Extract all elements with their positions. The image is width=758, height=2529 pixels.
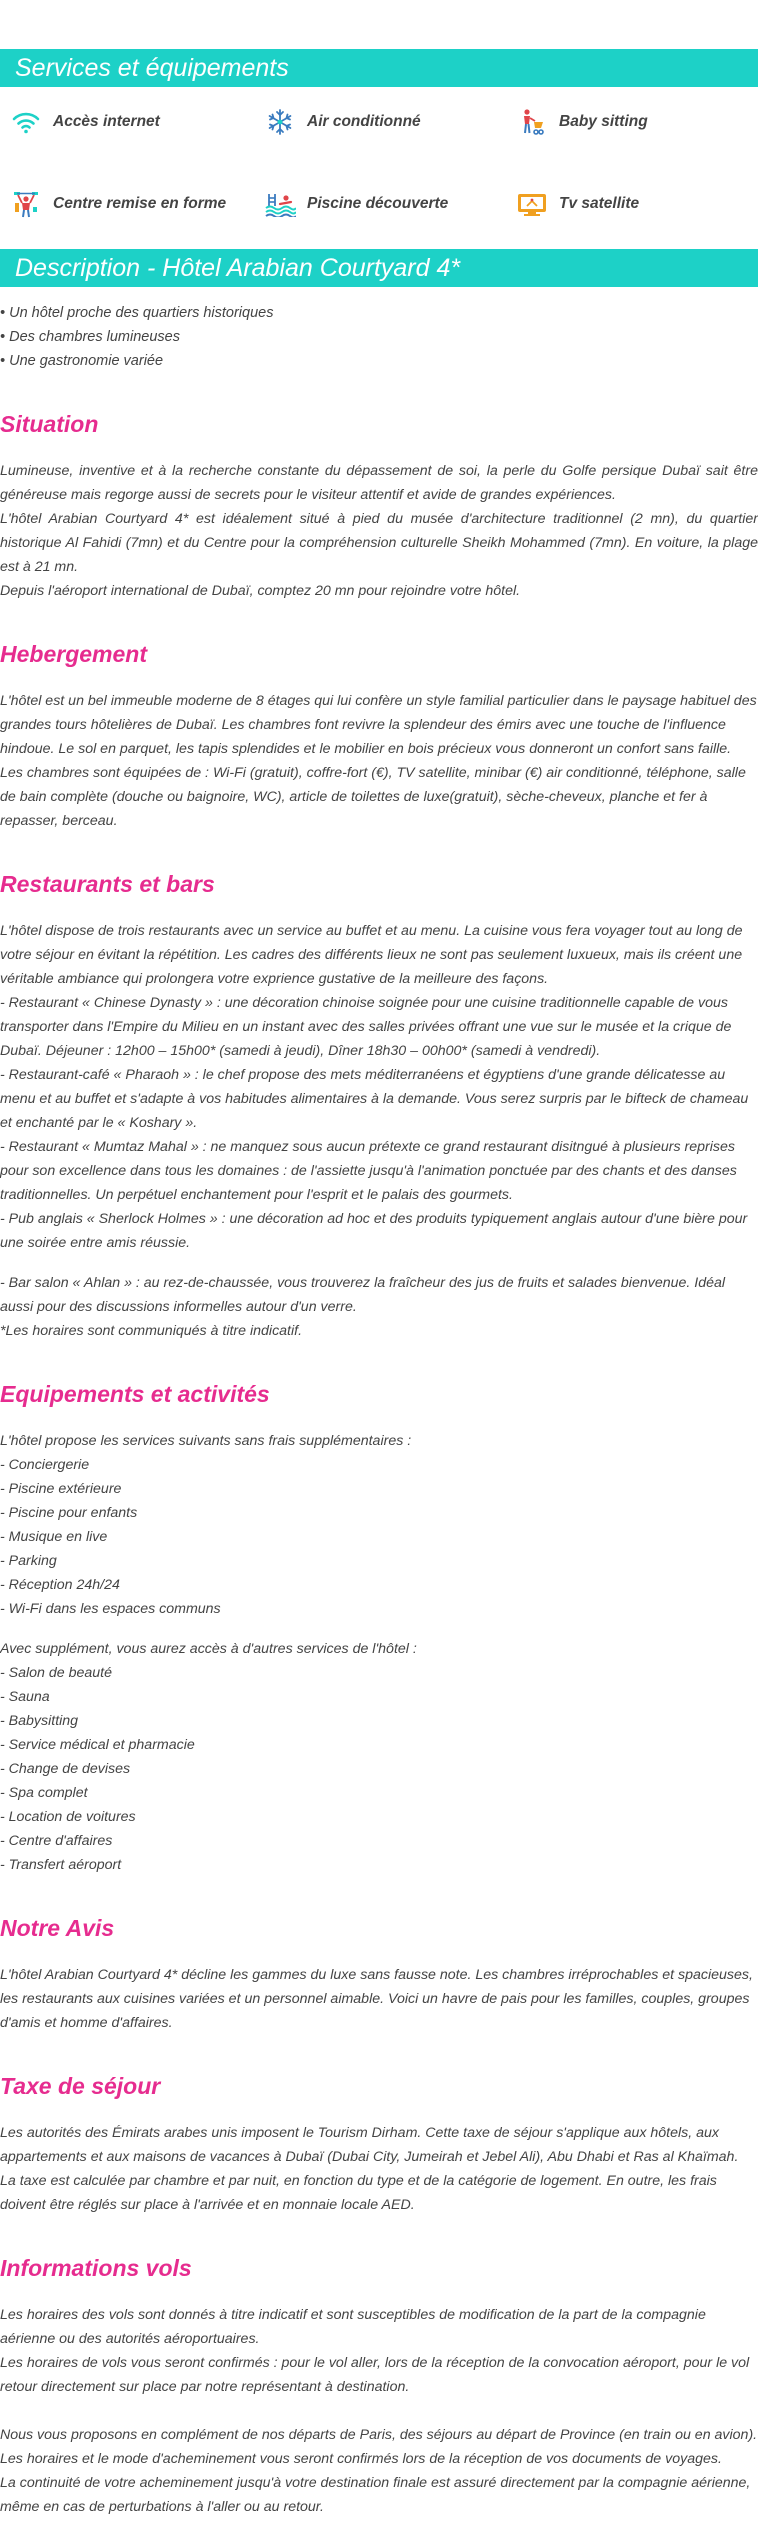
description-bullets — [0, 287, 758, 373]
services-banner: Services et équipements — [0, 49, 758, 87]
tv-icon — [516, 190, 548, 218]
vols-paragraph: Les horaires et le mode d'acheminement vous seront confirmés lors de la réception de vos documents de voyages. — [0, 2451, 722, 2467]
fitness-icon — [10, 190, 42, 218]
equipements-line: - Centre d'affaires — [0, 1833, 113, 1849]
equipements-line: - Piscine pour enfants — [0, 1505, 138, 1521]
vols-paragraph: Nous vous proposons en complément de nos départs de Paris, des séjours au départ de Province (en train ou en avion). — [0, 2427, 758, 2443]
equipements-line: L'hôtel propose les services suivants sans frais supplémentaires : — [0, 1433, 412, 1449]
restaurants-paragraph: - Restaurant « Chinese Dynasty » : une décoration chinoise soignée pour une cuisine traditionnelle capable de vous transporter dans l'Empire du Milieu en un instant avec des salles privées offrant une vue sur le musée et la crique de Dubaï. Déjeuner : 12h00 – 15h00* (samedi à jeudi), Dîner 18h30 – 00h00* (samedi à vendredi). — [0, 995, 732, 1059]
restaurants-paragraph: L'hôtel dispose de trois restaurants avec un service au buffet et au menu. La cuisine vous fera voyager tout au long de votre séjour en évitant la répétition. Les cadres des différents lieux ne sont pas seulement luxueux, mais ils créent une véritable ambiance qui prolongera votre exprience gustative de la meilleure des façons. — [0, 923, 743, 987]
amenity-label: Accès internet — [53, 113, 160, 130]
avis-text — [0, 1963, 758, 2035]
vols-paragraph: Les horaires des vols sont donnés à titre indicatif et sont susceptibles de modification de la part de la compagnie aérienne ou des autorités aéroportuaires. — [0, 2307, 706, 2347]
equipements-line: Avec supplément, vous aurez accès à d'autres services de l'hôtel : — [0, 1641, 417, 1657]
taxe-text — [0, 2121, 758, 2217]
avis-paragraph: L'hôtel Arabian Courtyard 4* décline les gammes du luxe sans fausse note. Les chambres irréprochables et spacieuses, les restaurants aux cuisines variées et un personnel aimable. Voici un havre de pais pour les familles, couples, groupes d'amis et homme d'affaires. — [0, 1967, 753, 2031]
restaurants-paragraph: *Les horaires sont communiqués à titre indicatif. — [0, 1323, 303, 1339]
hebergement-paragraph: Les chambres sont équipées de : Wi-Fi (gratuit), coffre-fort (€), TV satellite, minibar (€) air conditionné, téléphone, salle de bain complète (douche ou baignoire, WC), article de toilettes de luxe(gratuit), sèche-cheveux, planche et fer à repasser, berceau. — [0, 765, 746, 829]
pool-icon — [264, 190, 296, 218]
equipements-line: - Spa complet — [0, 1785, 88, 1801]
vols-paragraph: La continuité de votre acheminement jusqu'à votre destination finale est assuré directement par la compagnie aérienne, même en cas de perturbations à l'aller ou au retour. — [0, 2475, 751, 2515]
amenity-label: Centre remise en forme — [53, 194, 227, 212]
situation-paragraph: Depuis l'aéroport international de Dubaï, comptez 20 mn pour rejoindre votre hôtel. — [0, 583, 521, 599]
amenities-grid — [0, 87, 758, 249]
equipements-line: - Wi-Fi dans les espaces communs — [0, 1601, 221, 1617]
equipements-line: - Change de devises — [0, 1761, 131, 1777]
equipements-line: - Transfert aéroport — [0, 1857, 122, 1873]
amenity-label: Tv satellite — [559, 194, 640, 212]
hebergement-text — [0, 689, 758, 833]
amenity-baby-sitting — [516, 108, 758, 136]
restaurants-paragraph: - Bar salon « Ahlan » : au rez-de-chaussée, vous trouverez la fraîcheur des jus de fruits et salades bienvenue. Idéal aussi pour des discussions informelles autour d'un verre. — [0, 1275, 726, 1315]
spacer — [0, 2399, 758, 2423]
equipements-line: - Salon de beauté — [0, 1665, 113, 1681]
wifi-icon — [10, 108, 42, 136]
avis-heading: Notre Avis — [0, 1915, 115, 1941]
hebergement-paragraph: L'hôtel est un bel immeuble moderne de 8 étages qui lui confère un style familial particulier dans le paysage habituel des grandes tours hôtelières de Dubaï. Les chambres font revivre la splendeur des émirs avec une touche de l'influence hindoue. Le sol en parquet, les tapis splendides et le mobilier en bois précieux vous donneront un confort sans faille. — [0, 693, 757, 757]
restaurants-paragraph: - Restaurant « Mumtaz Mahal » : ne manquez sous aucun prétexte ce grand restaurant disitngué à plusieurs reprises pour son excellence dans tous les domaines : de l'assiette jusqu'à l'animation ponctuée par des chants et des danses traditionnelles. Un perpétuel enchantement pour l'esprit et le palais des gourmets. — [0, 1139, 737, 1203]
equipements-line: - Réception 24h/24 — [0, 1577, 120, 1593]
description-bullet: • Des chambres lumineuses — [0, 329, 180, 345]
amenity-label: Air conditionné — [307, 113, 421, 130]
taxe-paragraph: Les autorités des Émirats arabes unis imposent le Tourism Dirham. Cette taxe de séjour s'applique aux hôtels, aux appartements et aux maisons de vacances à Dubaï (Dubai City, Jumeirah et Jebel Ali), Abu Dhabi et Ras al Khaïmah. La taxe est calculée par chambre et par nuit, en fonction du type et de la catégorie de logement. En outre, les frais doivent être réglés sur place à l'arrivée et en monnaie locale AED. — [0, 2125, 739, 2213]
equipements-line: - Piscine extérieure — [0, 1481, 122, 1497]
description-banner: Description - Hôtel Arabian Courtyard 4* — [0, 249, 758, 287]
amenity-label: Piscine découverte — [307, 194, 449, 212]
situation-text — [0, 459, 758, 603]
equipements-text — [0, 1429, 758, 1877]
situation-heading: Situation — [0, 411, 99, 437]
hebergement-heading: Hebergement — [0, 641, 147, 667]
restaurants-heading: Restaurants et bars — [0, 871, 215, 897]
equipements-heading: Equipements et activités — [0, 1381, 270, 1407]
situation-paragraph: L'hôtel Arabian Courtyard 4* est idéalement situé à pied du musée d'architecture traditionnel (2 mn), du quartier historique Al Fahidi (7mn) et du Centre pour la compréhension culturelle Sheikh Mohammed (7mn). En voiture, la plage est à 21 mn. — [0, 511, 758, 575]
situation-paragraph: Lumineuse, inventive et à la recherche constante du dépassement de soi, la perle du Golfe persique Dubaï sait être généreuse mais regorge aussi de secrets pour le visiteur attentif et avide de grandes expériences. — [0, 463, 758, 503]
amenity-air-conditioning — [264, 108, 516, 136]
restaurants-paragraph: - Pub anglais « Sherlock Holmes » : une décoration ad hoc et des produits typiquement anglais autour d'une bière pour une soirée entre amis réussie. — [0, 1211, 748, 1251]
equipements-line: - Location de voitures — [0, 1809, 136, 1825]
description-bullet: • Un hôtel proche des quartiers historiques — [0, 305, 274, 321]
amenity-internet — [10, 108, 264, 136]
vols-text — [0, 2303, 758, 2519]
taxe-heading: Taxe de séjour — [0, 2073, 161, 2099]
amenity-tv — [516, 190, 758, 218]
amenity-label: Baby sitting — [559, 113, 648, 130]
equipements-line: - Parking — [0, 1553, 57, 1569]
restaurants-paragraph: - Restaurant-café « Pharaoh » : le chef propose des mets méditerranéens et égyptiens d'une grande délicatesse au menu et au buffet et s'adapte à vos habitudes alimentaires à la demande. Vous serez surpris par le bifteck de chameau et enchanté par le « Koshary ». — [0, 1067, 749, 1131]
vols-paragraph: Les horaires de vols vous seront confirmés : pour le vol aller, lors de la réception de la convocation aéroport, pour le vol retour directement sur place par notre représentant à destination. — [0, 2355, 750, 2395]
snowflake-icon — [264, 108, 296, 136]
spacer — [0, 1621, 758, 1637]
equipements-line: - Service médical et pharmacie — [0, 1737, 195, 1753]
equipements-line: - Conciergerie — [0, 1457, 90, 1473]
restaurants-text — [0, 919, 758, 1343]
equipements-line: - Sauna — [0, 1689, 50, 1705]
babysitting-icon — [516, 108, 548, 136]
vols-heading: Informations vols — [0, 2255, 192, 2281]
equipements-line: - Musique en live — [0, 1529, 108, 1545]
amenity-pool — [264, 190, 516, 218]
amenity-fitness — [10, 190, 264, 218]
equipements-line: - Babysitting — [0, 1713, 79, 1729]
spacer — [0, 1255, 758, 1271]
description-bullet: • Une gastronomie variée — [0, 353, 164, 369]
